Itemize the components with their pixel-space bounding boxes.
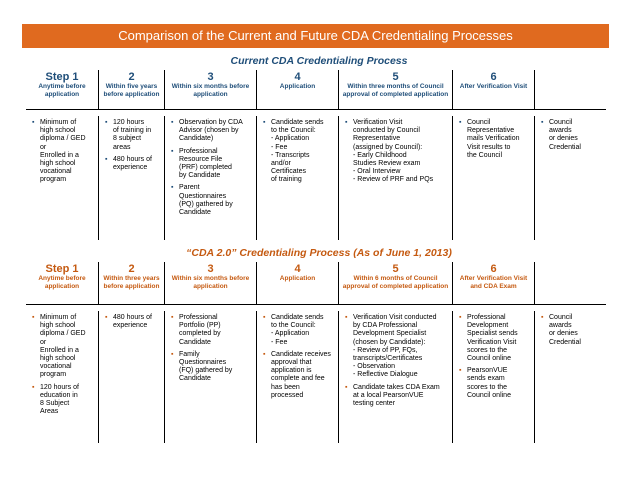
- bullet-list: [263, 119, 336, 185]
- bullet-line: - Early Childhood: [353, 151, 407, 159]
- bullet-item: [105, 156, 162, 172]
- bullet-line: completed by: [179, 330, 221, 338]
- bullet-line: ▪ Council: [549, 119, 573, 126]
- bullet-line: diploma / GED: [40, 330, 86, 338]
- bullet-line: Candidate): [179, 135, 214, 143]
- bullet-line: - Application: [271, 135, 310, 143]
- bullet-item: [459, 367, 532, 400]
- bullet-line: ▪ Observation by CDA: [179, 119, 243, 126]
- bullet-list: [171, 119, 254, 217]
- bullet-line: (PQ) gathered by: [179, 200, 233, 208]
- bullet-line: experience: [113, 164, 148, 172]
- bullet-line: ▪ Candidate receives: [271, 350, 331, 358]
- bullet-list: [345, 119, 450, 185]
- bullet-line: Visit results to: [467, 143, 511, 151]
- bullet-line: ▪ Professional: [467, 314, 506, 321]
- current-col-7: [535, 116, 606, 240]
- bullet-item: [459, 314, 532, 363]
- bullet-line: ▪ Candidate takes CDA Exam: [353, 383, 440, 391]
- bullet-line: and/or: [271, 160, 291, 168]
- future-col-5: [339, 311, 453, 443]
- bullet-line: or denies: [549, 330, 578, 338]
- current-col-5: [339, 116, 453, 240]
- bullet-line: or denies: [549, 135, 578, 143]
- bullet-line: experience: [113, 322, 148, 330]
- bullet-line: (chosen by Candidate):: [353, 338, 426, 346]
- future-col-6: [453, 311, 535, 443]
- bullet-line: Candidate: [179, 209, 211, 217]
- bullet-line: education in: [40, 391, 78, 399]
- bullet-line: - Review of PP, FQs,: [353, 346, 418, 354]
- current-step-1-header: Step 1 Anytime before application: [26, 70, 99, 110]
- bullet-line: (assigned by Council):: [353, 143, 423, 151]
- bullet-item: [105, 314, 162, 330]
- bullet-line: high school: [40, 322, 76, 330]
- bullet-line: scores to the: [467, 383, 508, 391]
- bullet-line: high school: [40, 355, 76, 363]
- bullet-line: - Application: [271, 330, 310, 338]
- bullet-line: ▪ Candidate sends: [271, 314, 324, 321]
- bullet-list: [32, 119, 96, 185]
- bullet-item: [345, 119, 450, 185]
- bullet-line: program: [40, 176, 67, 184]
- bullet-line: to the Council:: [271, 322, 316, 330]
- future-col-4: [257, 311, 339, 443]
- bullet-line: ▪ Verification Visit: [353, 119, 403, 126]
- bullet-line: diploma / GED: [40, 135, 86, 143]
- bullet-item: [171, 351, 254, 384]
- bullet-line: Enrolled in a: [40, 346, 79, 354]
- current-col-1: [26, 116, 99, 240]
- future-step-7-header: [535, 262, 606, 305]
- bullet-line: - Review of PRF and PQs: [353, 176, 434, 184]
- bullet-item: [171, 119, 254, 144]
- bullet-line: to the Council:: [271, 127, 316, 135]
- bullet-line: Verification Visit: [467, 338, 517, 346]
- bullet-line: ▪ 120 hours: [113, 119, 145, 126]
- bullet-line: 8 Subject: [40, 400, 70, 408]
- bullet-line: Credential: [549, 143, 581, 151]
- current-col-2: [99, 116, 165, 240]
- future-step-4-header: 4 Application: [257, 262, 339, 305]
- bullet-line: 8 subject: [113, 135, 142, 143]
- bullet-line: of training in: [113, 127, 152, 135]
- bullet-line: Representative: [467, 127, 515, 135]
- bullet-line: Certificates: [271, 168, 307, 176]
- bullet-list: [459, 119, 532, 160]
- bullet-line: Enrolled in a: [40, 151, 79, 159]
- bullet-line: ▪ Council: [549, 314, 573, 321]
- bullet-line: Questionnaires: [179, 192, 227, 200]
- bullet-line: ▪ Verification Visit conducted: [353, 314, 437, 321]
- bullet-line: - Fee: [271, 143, 288, 151]
- bullet-line: high school: [40, 160, 76, 168]
- bullet-line: or: [40, 338, 47, 346]
- bullet-item: [105, 119, 162, 152]
- future-col-7: [535, 311, 606, 443]
- future-step-6-header: 6 After Verification Visit and CDA Exam: [453, 262, 535, 305]
- bullet-line: Development Specialist: [353, 330, 427, 338]
- current-col-4: [257, 116, 339, 240]
- bullet-line: - Reflective Dialogue: [353, 371, 418, 379]
- future-process-title: “CDA 2.0” Credentialing Process (As of June 1, 2013): [186, 247, 452, 259]
- bullet-line: awards: [549, 127, 572, 135]
- bullet-line: ▪ 480 hours of: [113, 314, 152, 321]
- bullet-line: Candidate: [179, 338, 211, 346]
- future-step-1-header: Step 1 Anytime before application: [26, 262, 99, 305]
- current-step-3-header: 3 Within six months before application: [165, 70, 257, 110]
- bullet-item: [541, 119, 604, 152]
- bullet-line: Representative: [353, 135, 401, 143]
- bullet-line: Portfolio (PP): [179, 322, 221, 330]
- bullet-list: [541, 119, 604, 152]
- future-step-2-header: 2 Within three years before application: [99, 262, 165, 305]
- bullet-line: awards: [549, 322, 572, 330]
- bullet-list: [171, 314, 254, 384]
- bullet-line: complete and fee: [271, 375, 325, 383]
- bullet-line: at a local PearsonVUE: [353, 391, 424, 399]
- future-step-content-row: [26, 311, 606, 443]
- future-col-3: [165, 311, 257, 443]
- bullet-line: ▪ Professional: [179, 314, 218, 321]
- bullet-list: [541, 314, 604, 347]
- bullet-line: testing center: [353, 400, 396, 408]
- bullet-line: transcripts/Certificates: [353, 355, 423, 363]
- bullet-list: [459, 314, 532, 400]
- future-step-3-header: 3 Within six months before application: [165, 262, 257, 305]
- future-step-header-row: [26, 262, 606, 305]
- bullet-list: [263, 314, 336, 400]
- bullet-line: has been: [271, 383, 300, 391]
- page-banner: Comparison of the Current and Future CDA Credentialing Processes: [22, 24, 609, 48]
- bullet-line: ▪ Candidate sends: [271, 119, 324, 126]
- bullet-line: or: [40, 143, 47, 151]
- bullet-item: [345, 314, 450, 380]
- bullet-line: ▪ Parent: [179, 184, 200, 192]
- bullet-list: [105, 119, 162, 172]
- future-col-2: [99, 311, 165, 443]
- current-process-title: Current CDA Credentialing Process: [230, 55, 408, 67]
- bullet-line: approval that: [271, 359, 312, 367]
- bullet-line: ▪ Council: [467, 119, 491, 126]
- bullet-item: [459, 119, 532, 160]
- bullet-line: (PRF) completed: [179, 164, 232, 172]
- bullet-line: Areas: [40, 408, 59, 416]
- bullet-line: ▪ PearsonVUE: [467, 367, 508, 375]
- current-col-6: [453, 116, 535, 240]
- current-step-2-header: 2 Within five years before application: [99, 70, 165, 110]
- bullet-item: [32, 119, 96, 185]
- bullet-item: [32, 314, 96, 380]
- future-step-5-header: 5 Within 6 months of Council approval of completed application: [339, 262, 453, 305]
- bullet-item: [345, 384, 450, 409]
- bullet-line: Resource File: [179, 155, 223, 163]
- bullet-line: by Candidate: [179, 172, 221, 180]
- bullet-list: [345, 314, 450, 408]
- bullet-line: ▪ Professional: [179, 147, 218, 155]
- bullet-line: Council online: [467, 355, 511, 363]
- bullet-line: Studies Review exam: [353, 160, 421, 168]
- bullet-item: [32, 384, 96, 417]
- bullet-line: ▪ Minimum of: [40, 119, 77, 126]
- bullet-line: of training: [271, 176, 302, 184]
- current-step-7-header: [535, 70, 606, 110]
- bullet-item: [263, 314, 336, 347]
- future-col-1: [26, 311, 99, 443]
- bullet-line: Council online: [467, 391, 511, 399]
- bullet-line: processed: [271, 391, 304, 399]
- bullet-line: - Oral Interview: [353, 168, 401, 176]
- bullet-item: [171, 184, 254, 217]
- bullet-line: scores to the: [467, 346, 508, 354]
- bullet-item: [263, 351, 336, 400]
- bullet-line: program: [40, 371, 67, 379]
- bullet-line: ▪ 480 hours of: [113, 155, 152, 163]
- bullet-line: ▪ Family: [179, 350, 200, 358]
- bullet-line: the Council: [467, 151, 503, 159]
- bullet-line: Specialist sends: [467, 330, 518, 338]
- bullet-item: [263, 119, 336, 185]
- current-step-header-row: [26, 70, 606, 110]
- bullet-line: high school: [40, 127, 76, 135]
- bullet-line: mails Verification: [467, 135, 520, 143]
- bullet-line: sends exam: [467, 375, 505, 383]
- bullet-line: - Fee: [271, 338, 288, 346]
- bullet-line: (FQ) gathered by: [179, 367, 233, 375]
- bullet-line: ▪ Minimum of: [40, 314, 77, 321]
- current-step-4-header: 4 Application: [257, 70, 339, 110]
- bullet-line: vocational: [40, 363, 72, 371]
- bullet-line: Candidate: [179, 375, 211, 383]
- bullet-line: areas: [113, 143, 131, 151]
- current-step-content-row: [26, 116, 606, 240]
- bullet-list: [105, 314, 162, 330]
- current-col-3: [165, 116, 257, 240]
- current-step-5-header: 5 Within three months of Council approval of completed application: [339, 70, 453, 110]
- bullet-line: ▪ 120 hours of: [40, 383, 79, 391]
- bullet-line: application is: [271, 367, 312, 375]
- current-step-6-header: 6 After Verification Visit: [453, 70, 535, 110]
- bullet-line: vocational: [40, 168, 72, 176]
- bullet-line: by CDA Professional: [353, 322, 418, 330]
- bullet-line: conducted by Council: [353, 127, 420, 135]
- bullet-item: [171, 314, 254, 347]
- bullet-line: - Transcripts: [271, 151, 310, 159]
- bullet-line: Questionnaires: [179, 359, 227, 367]
- bullet-line: Advisor (chosen by: [179, 127, 239, 135]
- bullet-line: Credential: [549, 338, 581, 346]
- bullet-item: [171, 148, 254, 181]
- bullet-line: - Observation: [353, 363, 396, 371]
- bullet-line: Development: [467, 322, 509, 330]
- bullet-item: [541, 314, 604, 347]
- bullet-list: [32, 314, 96, 416]
